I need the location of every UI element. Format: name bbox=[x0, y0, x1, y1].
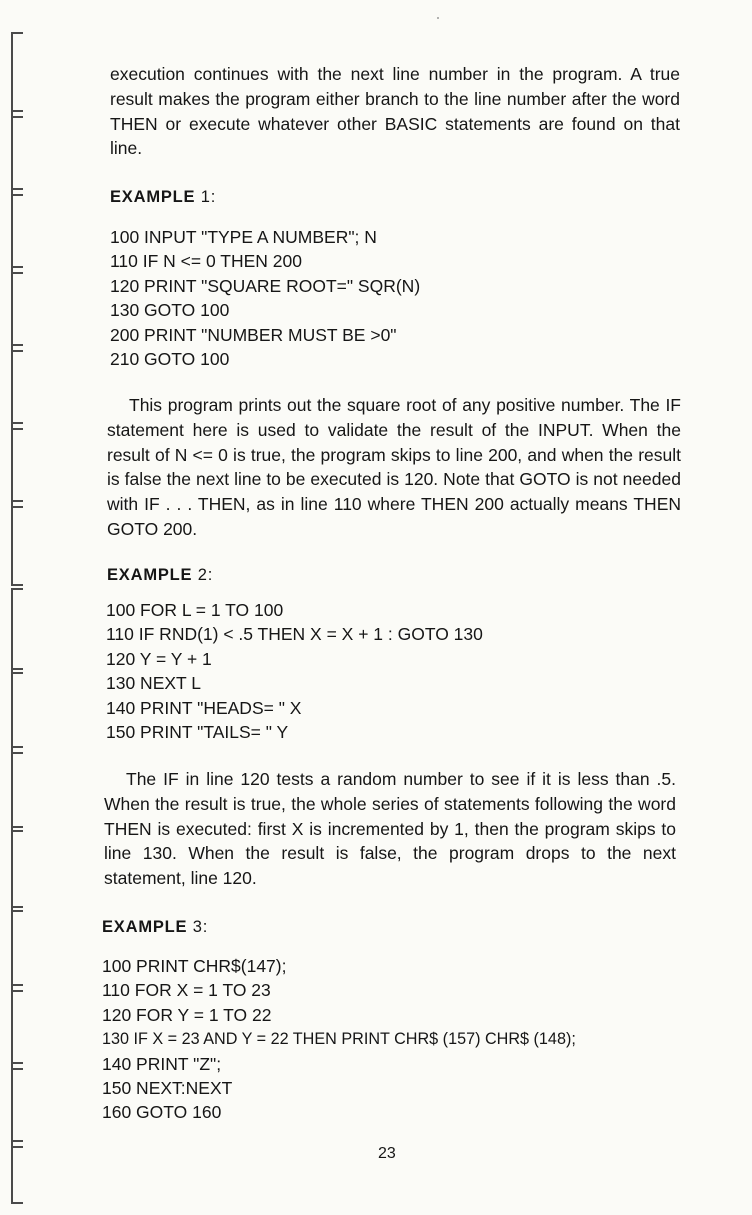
code-line: 110 IF RND(1) < .5 THEN X = X + 1 : GOTO 130 bbox=[106, 624, 483, 645]
code-line: 100 INPUT "TYPE A NUMBER"; N bbox=[110, 227, 377, 247]
margin-bracket bbox=[11, 32, 23, 118]
code-line: 110 FOR X = 1 TO 23 bbox=[102, 980, 271, 1001]
example-3-code bbox=[102, 954, 576, 1125]
heading-number: 3: bbox=[192, 918, 209, 936]
margin-bracket bbox=[11, 746, 23, 832]
code-line: 150 PRINT "TAILS= " Y bbox=[106, 722, 289, 743]
margin-bracket bbox=[11, 984, 23, 1070]
code-line: 100 FOR L = 1 TO 100 bbox=[106, 600, 284, 620]
margin-bracket bbox=[11, 266, 23, 352]
code-line: 210 GOTO 100 bbox=[110, 349, 230, 370]
code-line: 150 NEXT:NEXT bbox=[102, 1078, 233, 1099]
margin-bracket bbox=[11, 826, 23, 912]
heading-label: EXAMPLE bbox=[102, 918, 188, 936]
heading-label: EXAMPLE bbox=[110, 188, 196, 206]
example-2-code bbox=[106, 598, 483, 744]
example-1-heading bbox=[110, 188, 216, 207]
example-2-explanation: The IF in line 120 tests a random number to see if it is less than .5. When the result is true, the whole series of statements following the word THEN is executed: first X is incremented by 1, then the program skips to line 130. When the result is false, the program drops to the next statement, line 120. bbox=[104, 769, 676, 889]
page-number: 23 bbox=[378, 1145, 396, 1162]
margin-bracket bbox=[11, 344, 23, 430]
code-line: 110 IF N <= 0 THEN 200 bbox=[110, 251, 302, 272]
heading-label: EXAMPLE bbox=[107, 566, 193, 584]
speck bbox=[437, 17, 439, 19]
margin-bracket bbox=[11, 422, 23, 508]
example-1-code bbox=[110, 225, 420, 371]
margin-bracket bbox=[11, 188, 23, 274]
margin-bracket bbox=[11, 110, 23, 196]
example-2-heading bbox=[107, 566, 213, 585]
margin-bracket bbox=[11, 500, 23, 586]
code-line: 200 PRINT "NUMBER MUST BE >0" bbox=[110, 324, 397, 345]
code-line: 130 GOTO 100 bbox=[110, 300, 230, 321]
code-line: 160 GOTO 160 bbox=[102, 1102, 222, 1123]
code-line: 140 PRINT "Z"; bbox=[102, 1053, 222, 1074]
example-1-explanation: This program prints out the square root of any positive number. The IF statement here is used to validate the result of the INPUT. When the result of N <= 0 is true, the program skips to line 200, and when the result is false the next line to be executed is 120. Note that GOTO is not needed with IF . . . THEN, as in line 110 where THEN 200 actually means THEN GOTO 200. bbox=[107, 395, 681, 539]
code-line: 120 Y = Y + 1 bbox=[106, 648, 212, 669]
margin-bracket bbox=[11, 1140, 23, 1204]
code-line: 130 IF X = 23 AND Y = 22 THEN PRINT CHR$ (157) CHR$ (148); bbox=[102, 1030, 576, 1049]
margin-bracket bbox=[11, 1062, 23, 1148]
code-line: 130 NEXT L bbox=[106, 673, 202, 694]
margin-bracket bbox=[11, 588, 23, 674]
margin-bracket bbox=[11, 668, 23, 754]
heading-number: 1: bbox=[200, 188, 217, 206]
margin-bracket bbox=[11, 906, 23, 992]
heading-number: 2: bbox=[197, 566, 214, 584]
code-line: 120 PRINT "SQUARE ROOT=" SQR(N) bbox=[110, 275, 421, 296]
example-3-heading bbox=[102, 918, 208, 937]
code-line: 100 PRINT CHR$(147); bbox=[102, 956, 287, 976]
intro-paragraph: execution continues with the next line number in the program. A true result makes the program either branch to the line number after the word THEN or execute whatever other BASIC statements are found on that line. bbox=[110, 64, 680, 159]
code-line: 120 FOR Y = 1 TO 22 bbox=[102, 1004, 272, 1025]
code-line: 140 PRINT "HEADS= " X bbox=[106, 697, 302, 718]
